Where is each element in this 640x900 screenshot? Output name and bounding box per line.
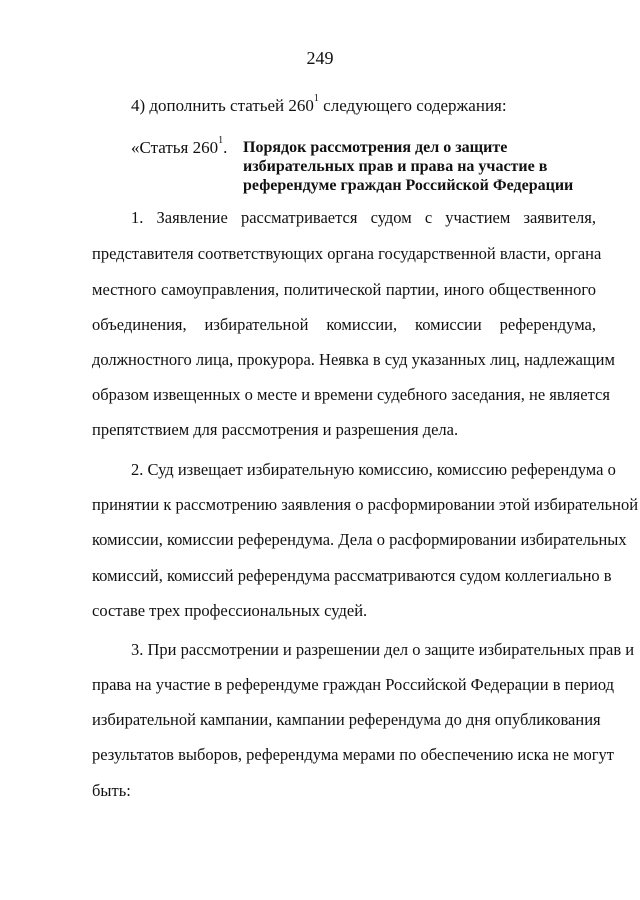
article-label-prefix: «Статья 260 — [131, 138, 219, 157]
paragraph-1-line: представителя соответствующих органа государственной власти, органа — [92, 244, 602, 263]
article-label-suffix: . — [223, 138, 228, 157]
article-title-line: избирательных прав и права на участие в — [243, 158, 548, 175]
paragraph-1-line: 1. Заявление рассматривается судом с участием заявителя, — [131, 208, 596, 227]
article-label — [131, 135, 228, 158]
paragraph-1-line: образом извещенных о месте и времени судебного заседания, не является — [92, 385, 610, 404]
paragraph-2-line: составе трех профессиональных судей. — [92, 601, 368, 620]
intro-text-suffix: следующего содержания: — [318, 96, 507, 115]
paragraph-2-line: 2. Суд извещает избирательную комиссию, комиссию референдума о — [131, 460, 616, 479]
paragraph-3-line: права на участие в референдуме граждан Российской Федерации в период — [92, 675, 615, 694]
paragraph-1-line: местного самоуправления, политической партии, иного общественного — [92, 280, 596, 299]
amendment-intro — [131, 93, 507, 116]
paragraph-3-line: избирательной кампании, кампании референдума до дня опубликования — [92, 710, 601, 729]
paragraph-2-line: комиссии, комиссии референдума. Дела о расформировании избирательных — [92, 530, 627, 549]
page-number: 249 — [306, 48, 334, 68]
paragraph-3-line: быть: — [92, 781, 131, 800]
article-title-line: референдуме граждан Российской Федерации — [243, 177, 574, 194]
article-title — [243, 138, 593, 195]
article-label-superscript: 1 — [218, 135, 224, 146]
paragraph-1-line: объединения, избирательной комиссии, комиссии референдума, — [92, 315, 596, 334]
paragraph-3-line: 3. При рассмотрении и разрешении дел о защите избирательных прав и — [131, 640, 635, 659]
paragraph-1-line: должностного лица, прокурора. Неявка в суд указанных лиц, надлежащим — [92, 350, 615, 369]
paragraph-3-line: результатов выборов, референдума мерами по обеспечению иска не могут — [92, 745, 614, 764]
intro-text-prefix: 4) дополнить статьей 260 — [131, 96, 314, 115]
intro-superscript: 1 — [313, 93, 319, 104]
paragraph-2-line: принятии к рассмотрению заявления о расформировании этой избирательной — [92, 495, 639, 514]
paragraph-2-line: комиссий, комиссий референдума рассматриваются судом коллегиально в — [92, 566, 612, 585]
paragraph-1-line: препятствием для рассмотрения и разрешения дела. — [92, 420, 459, 439]
article-title-line: Порядок рассмотрения дел о защите — [243, 139, 508, 156]
